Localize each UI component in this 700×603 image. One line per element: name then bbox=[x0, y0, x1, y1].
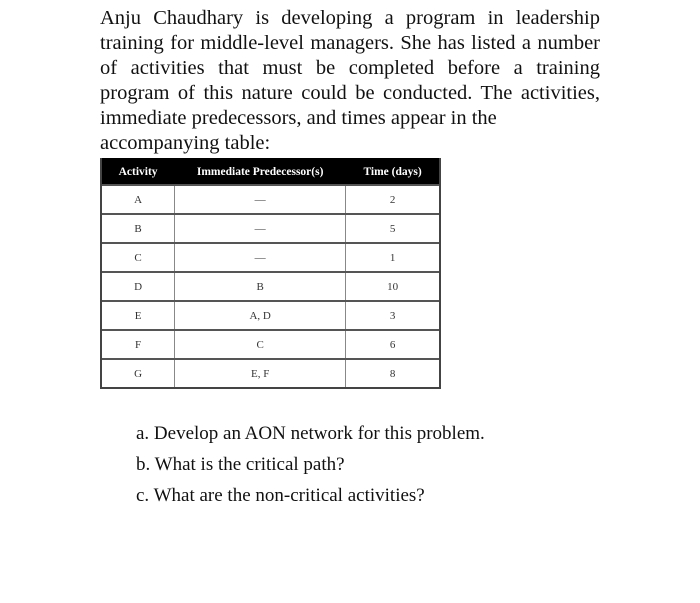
header-predecessors: Immediate Predecessor(s) bbox=[175, 159, 346, 186]
table-row bbox=[101, 301, 440, 330]
cell-activity: A bbox=[101, 185, 175, 214]
cell-time: 2 bbox=[346, 185, 440, 214]
activity-table bbox=[100, 158, 441, 389]
table-row bbox=[101, 330, 440, 359]
cell-activity: C bbox=[101, 243, 175, 272]
cell-time: 5 bbox=[346, 214, 440, 243]
cell-activity: G bbox=[101, 359, 175, 388]
table-row bbox=[101, 214, 440, 243]
table-row bbox=[101, 243, 440, 272]
cell-predecessor: — bbox=[175, 214, 346, 243]
cell-time: 8 bbox=[346, 359, 440, 388]
question-list bbox=[136, 418, 485, 511]
cell-time: 3 bbox=[346, 301, 440, 330]
cell-activity: B bbox=[101, 214, 175, 243]
problem-statement-last-line: accompanying table: bbox=[100, 132, 271, 154]
question-a: a. Develop an AON network for this problem. bbox=[136, 423, 485, 444]
cell-predecessor: — bbox=[175, 185, 346, 214]
header-activity: Activity bbox=[101, 159, 175, 186]
cell-predecessor: E, F bbox=[175, 359, 346, 388]
question-b: b. What is the critical path? bbox=[136, 454, 345, 475]
cell-predecessor: C bbox=[175, 330, 346, 359]
table-header-row bbox=[101, 159, 440, 186]
cell-time: 6 bbox=[346, 330, 440, 359]
question-c: c. What are the non-critical activities? bbox=[136, 485, 425, 506]
table-row bbox=[101, 359, 440, 388]
cell-activity: E bbox=[101, 301, 175, 330]
table-row bbox=[101, 185, 440, 214]
cell-activity: D bbox=[101, 272, 175, 301]
cell-time: 1 bbox=[346, 243, 440, 272]
cell-predecessor: — bbox=[175, 243, 346, 272]
cell-predecessor: A, D bbox=[175, 301, 346, 330]
cell-predecessor: B bbox=[175, 272, 346, 301]
cell-time: 10 bbox=[346, 272, 440, 301]
table-row bbox=[101, 272, 440, 301]
problem-statement-text: Anju Chaudhary is developing a program in leadership training for middle-level managers. She has listed a number of activities that must be completed before a training program of this nature could be conducted. The activities, immediate predecessors, and times appear in the bbox=[100, 7, 600, 129]
problem-statement bbox=[100, 6, 600, 156]
cell-activity: F bbox=[101, 330, 175, 359]
header-time: Time (days) bbox=[346, 159, 440, 186]
